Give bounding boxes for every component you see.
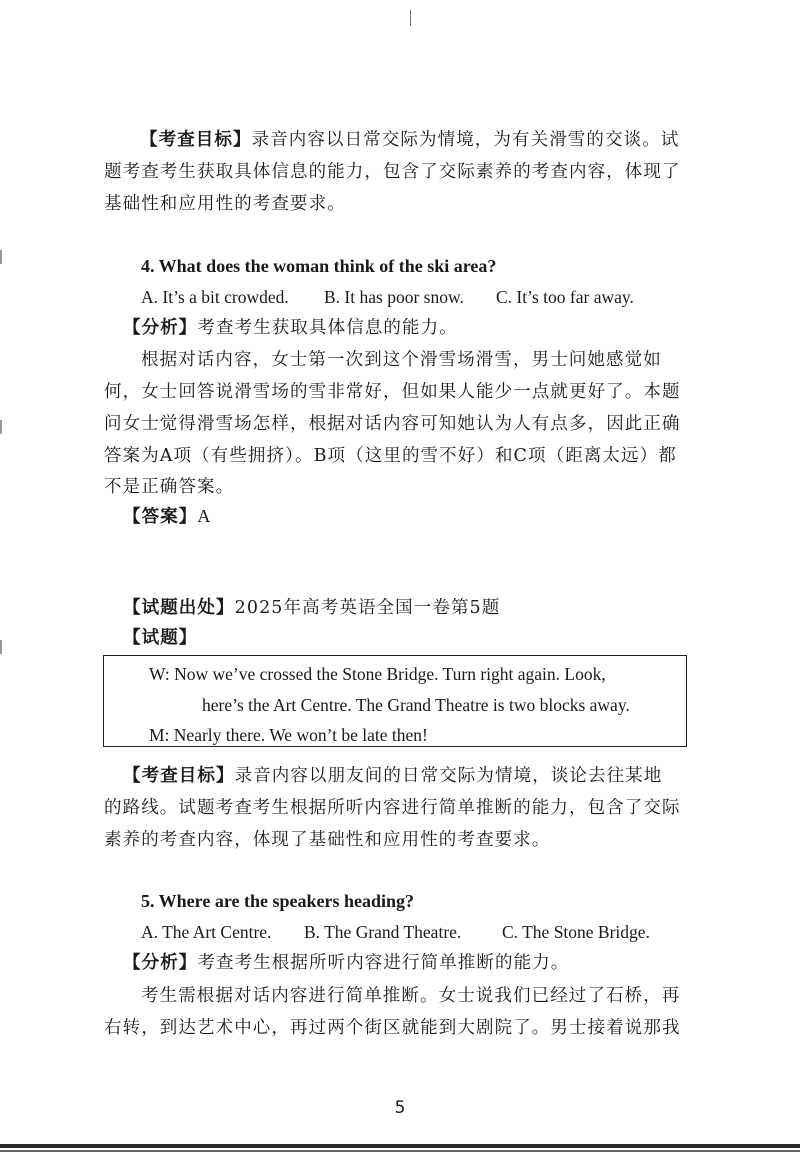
dialog-line-1: W: Now we’ve crossed the Stone Bridge. Turn right again. Look, xyxy=(149,664,606,684)
q5-body-line-2: 右转，到达艺术中心，再过两个街区就能到大剧院了。男士接着说那我 xyxy=(104,1018,681,1038)
dialog-box xyxy=(103,655,687,747)
q5-target-line-3: 素养的考查内容，体现了基础性和应用性的考查要求。 xyxy=(104,830,551,850)
q5-body-line-1: 考生需根据对话内容进行简单推断。女士说我们已经过了石桥，再 xyxy=(141,986,681,1006)
q5-option-b: B. The Grand Theatre. xyxy=(304,922,462,942)
q5-target-line-2: 的路线。试题考查考生根据所听内容进行简单推断的能力，包含了交际 xyxy=(104,798,681,818)
scan-border-bottom-edge xyxy=(0,1150,800,1152)
scan-edge-mark xyxy=(0,640,2,654)
target-line-3: 基础性和应用性的考查要求。 xyxy=(104,194,346,214)
q5-item-label: 【试题】 xyxy=(123,628,198,648)
q4-option-a: A. It’s a bit crowded. xyxy=(141,287,289,307)
q4-body-line-3: 问女士觉得滑雪场怎样，根据对话内容可知她认为人有点多，因此正确 xyxy=(104,414,681,434)
q4-body-line-1: 根据对话内容，女士第一次到这个滑雪场滑雪，男士问她感觉如 xyxy=(141,350,662,370)
q5-options xyxy=(141,920,650,945)
q4-body-line-5: 不是正确答案。 xyxy=(104,477,235,497)
target-line-1: 【考查目标】录音内容以日常交际为情境，为有关滑雪的交谈。试 xyxy=(140,130,680,150)
q4-options xyxy=(141,285,634,310)
dialog-line-2: here’s the Art Centre. The Grand Theatre is two blocks away. xyxy=(202,695,630,715)
scan-edge-mark xyxy=(0,250,2,264)
q5-target-line-1: 【考查目标】录音内容以朋友间的日常交际为情境，谈论去往某地 xyxy=(123,766,663,786)
q4-body-line-4: 答案为A项（有些拥挤）。B项（这里的雪不好）和C项（距离太远）都 xyxy=(104,446,677,466)
question-5: 5. Where are the speakers heading? xyxy=(141,891,414,911)
scan-mark-top xyxy=(410,10,411,26)
q5-option-c: C. The Stone Bridge. xyxy=(502,922,650,942)
question-4: 4. What does the woman think of the ski area? xyxy=(141,256,497,276)
q4-option-c: C. It’s too far away. xyxy=(496,287,634,307)
target-line-2: 题考查考生获取具体信息的能力，包含了交际素养的考查内容，体现了 xyxy=(104,162,681,182)
q4-body-line-2: 何，女士回答说滑雪场的雪非常好，但如果人能少一点就更好了。本题 xyxy=(104,382,681,402)
scan-edge-mark xyxy=(0,420,2,434)
q5-source: 【试题出处】2025年高考英语全国一卷第5题 xyxy=(123,598,501,618)
q5-analysis: 【分析】考查考生根据所听内容进行简单推断的能力。 xyxy=(123,953,570,973)
q4-analysis: 【分析】考查考生获取具体信息的能力。 xyxy=(123,318,458,338)
q4-answer: 【答案】A xyxy=(123,506,212,527)
page-number: 5 xyxy=(394,1098,406,1118)
q4-option-b: B. It has poor snow. xyxy=(324,287,464,307)
q5-option-a: A. The Art Centre. xyxy=(141,922,272,942)
scan-border-bottom xyxy=(0,1144,800,1148)
dialog-line-3: M: Nearly there. We won’t be late then! xyxy=(149,725,428,745)
